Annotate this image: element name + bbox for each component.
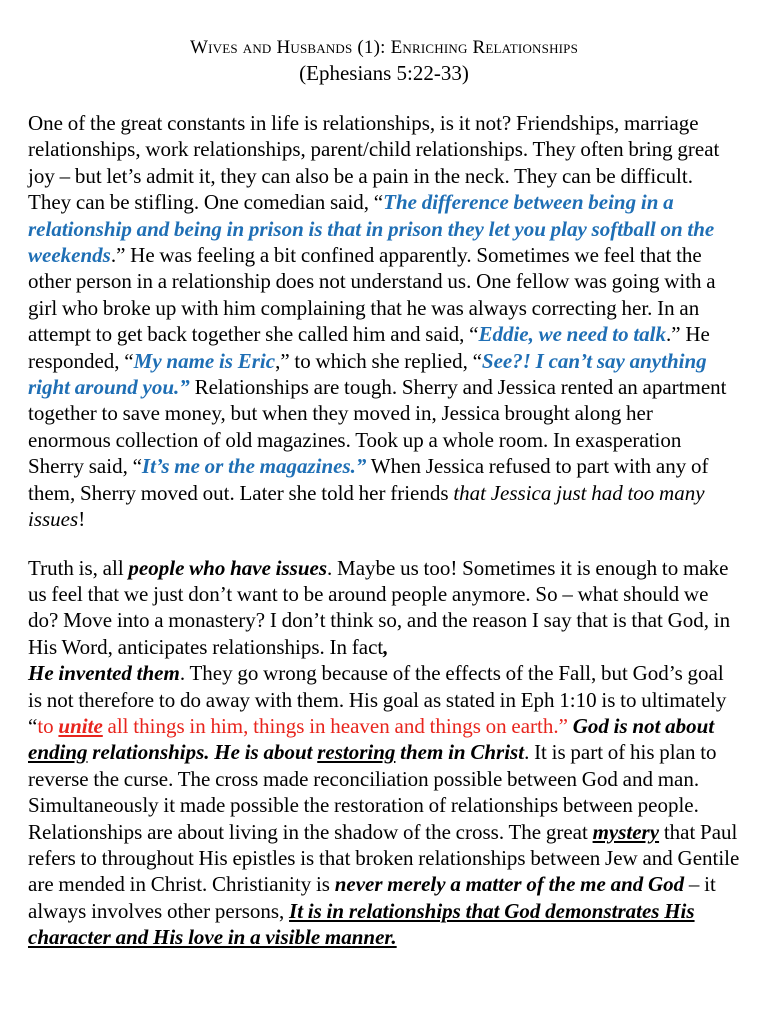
text-run: . They go wrong because of the effects of the Fall, but God’s goal is not therefore to do away with them. His goal as stated in Eph 1:10 is to ultimately “: [28, 661, 727, 738]
paragraph-2: [28, 555, 740, 951]
emphasis-relationships-demonstrate: It is in relationships that God demonstrates His character and His love in a visible manner.: [28, 898, 695, 950]
emphasis-god-not-about: God is not about: [572, 713, 715, 738]
text-run: – it always involves other persons,: [28, 872, 716, 923]
italic-issues: that Jessica just had too many issues: [28, 480, 705, 532]
scripture-quote: [37, 714, 568, 738]
scripture-reference: (Ephesians 5:22-33): [299, 61, 469, 85]
text-run: When Jessica refused to part with any of them, Sherry moved out. Later she told her friends: [28, 454, 709, 505]
text-run: !: [78, 507, 86, 532]
text-run: .” He was feeling a bit confined apparently. Sometimes we feel that the other person in a relationship does not understand us. One fellow was going with a girl who broke up with him complaining that he was always correcting her. In an attempt to get back together she called him and said, “: [28, 243, 716, 347]
text-run: . Maybe us too! Sometimes it is enough to make us feel that we just don’t want to be around people anymore. So – what should we do? Move into a monastery? I don’t think so, and the reason I say that is that God, in His Word, anticipates relationships. In fact: [28, 555, 731, 659]
text-run: Truth is, all: [28, 555, 129, 580]
text-run: . It is part of his plan to reverse the curse. The cross made reconciliation possible between God and man. Simultaneously it made possible the restoration of relationships between people. Relationships are about living in the shadow of the cross. The great: [28, 740, 717, 844]
quote-magazines: It’s me or the magazines.”: [141, 454, 367, 479]
document-page: [28, 36, 740, 973]
quote-comedian: The difference between being in a relationship and being in prison is that in prison they let you play softball on the weekends: [28, 190, 715, 268]
text-run: One of the great constants in life is relationships, is it not? Friendships, marriage relationships, work relationships, parent/child relationships. They often bring great joy – but let’s admit it, they can also be a pain in the neck. They can be difficult. They can be stifling. One comedian said, “: [28, 111, 720, 215]
text-run: ,” to which she replied, “: [275, 348, 482, 373]
text-run: Relationships are tough. Sherry and Jessica rented an apartment together to save money, but when they moved in, Jessica brought along her enormous collection of old magazines. Took up a whole room. In exasperation Sherry said, “: [28, 375, 727, 479]
emphasis-them-in-christ: them in Christ: [395, 740, 525, 765]
quote-eric: My name is Eric: [133, 348, 276, 373]
emphasis-restoring: restoring: [317, 740, 396, 765]
text-run: that Paul refers to throughout His epistles is that broken relationships between Jew and Gentile are mended in Christ. Christianity is: [28, 819, 740, 897]
paragraph-1: [28, 110, 740, 533]
scripture-unite: unite: [58, 713, 103, 738]
document-title: Wives and Husbands (1): Enriching Relationships: [189, 37, 579, 58]
emphasis-ending: ending: [28, 740, 88, 765]
emphasis-comma: ,: [383, 634, 389, 659]
scripture-run: all things in him, things in heaven and things on earth.”: [102, 713, 568, 738]
emphasis-invented: He invented them: [28, 661, 180, 686]
emphasis-mystery: mystery: [592, 819, 660, 844]
emphasis-he-is-about: relationships. He is about: [87, 740, 318, 765]
quote-see: See?! I can’t say anything right around you.”: [28, 348, 707, 400]
quote-eddie: Eddie, we need to talk: [478, 322, 667, 347]
emphasis-people-issues: people who have issues: [128, 555, 328, 580]
emphasis-never-merely: never merely a matter of the me and God: [334, 872, 685, 897]
text-run: .” He responded, “: [28, 322, 710, 373]
scripture-run: to: [37, 713, 59, 738]
